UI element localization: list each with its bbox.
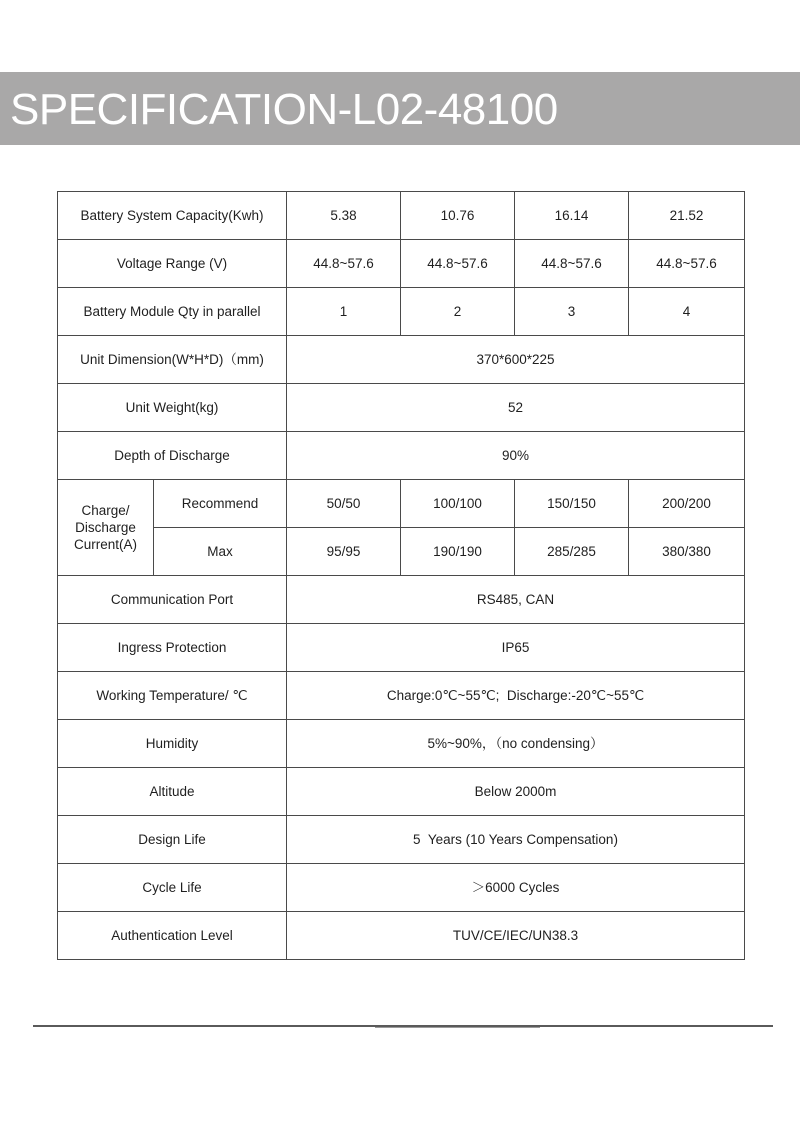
cell-value: TUV/CE/IEC/UN38.3: [287, 912, 745, 960]
cell-value: 1: [287, 288, 401, 336]
table-row: [58, 720, 745, 768]
cell-value: 190/190: [401, 528, 515, 576]
page-title: SPECIFICATION-L02-48100: [10, 85, 558, 134]
sub-row-label: Recommend: [154, 480, 287, 528]
table-row: [58, 240, 745, 288]
row-label: Authentication Level: [58, 912, 287, 960]
cell-value: 16.14: [515, 192, 629, 240]
table-row: [58, 576, 745, 624]
cell-value: 285/285: [515, 528, 629, 576]
row-label: Battery System Capacity(Kwh): [58, 192, 287, 240]
table-row: [58, 624, 745, 672]
table-row: [58, 480, 745, 528]
table-row: [58, 528, 745, 576]
row-label: Working Temperature/ ℃: [58, 672, 287, 720]
cell-value: 150/150: [515, 480, 629, 528]
row-label: Unit Weight(kg): [58, 384, 287, 432]
table-row: [58, 672, 745, 720]
row-label: Depth of Discharge: [58, 432, 287, 480]
table-row: [58, 288, 745, 336]
cell-value: 50/50: [287, 480, 401, 528]
cell-value: 95/95: [287, 528, 401, 576]
table-row: [58, 336, 745, 384]
row-label: Ingress Protection: [58, 624, 287, 672]
cell-value: 10.76: [401, 192, 515, 240]
table-row: [58, 912, 745, 960]
cell-value: 370*600*225: [287, 336, 745, 384]
table-row: [58, 432, 745, 480]
footer-divider-accent: [375, 1027, 540, 1028]
cell-value: 3: [515, 288, 629, 336]
row-label: Voltage Range (V): [58, 240, 287, 288]
row-label: Humidity: [58, 720, 287, 768]
table-row: [58, 864, 745, 912]
spec-table: [57, 191, 745, 960]
cell-value: 44.8~57.6: [401, 240, 515, 288]
table-row: [58, 192, 745, 240]
cell-value: 44.8~57.6: [629, 240, 745, 288]
cell-value: IP65: [287, 624, 745, 672]
row-label: Battery Module Qty in parallel: [58, 288, 287, 336]
cell-value: 380/380: [629, 528, 745, 576]
cell-value: Charge:0℃~55℃; Discharge:-20℃~55℃: [287, 672, 745, 720]
table-row: [58, 816, 745, 864]
row-label: Communication Port: [58, 576, 287, 624]
row-label: Charge/ Discharge Current(A): [58, 480, 154, 576]
cell-value: 5.38: [287, 192, 401, 240]
cell-value: 21.52: [629, 192, 745, 240]
cell-value: 5%~90%，（no condensing）: [287, 720, 745, 768]
cell-value: 2: [401, 288, 515, 336]
cell-value: 44.8~57.6: [287, 240, 401, 288]
cell-value: RS485, CAN: [287, 576, 745, 624]
cell-value: 52: [287, 384, 745, 432]
cell-value: 44.8~57.6: [515, 240, 629, 288]
cell-value: 90%: [287, 432, 745, 480]
row-label: Altitude: [58, 768, 287, 816]
row-label: Cycle Life: [58, 864, 287, 912]
row-label: Design Life: [58, 816, 287, 864]
cell-value: 200/200: [629, 480, 745, 528]
cell-value: 4: [629, 288, 745, 336]
table-row: [58, 768, 745, 816]
cell-value: ＞6000 Cycles: [287, 864, 745, 912]
row-label: Unit Dimension(W*H*D)（mm): [58, 336, 287, 384]
cell-value: Below 2000m: [287, 768, 745, 816]
cell-value: 100/100: [401, 480, 515, 528]
sub-row-label: Max: [154, 528, 287, 576]
table-row: [58, 384, 745, 432]
cell-value: 5 Years (10 Years Compensation): [287, 816, 745, 864]
